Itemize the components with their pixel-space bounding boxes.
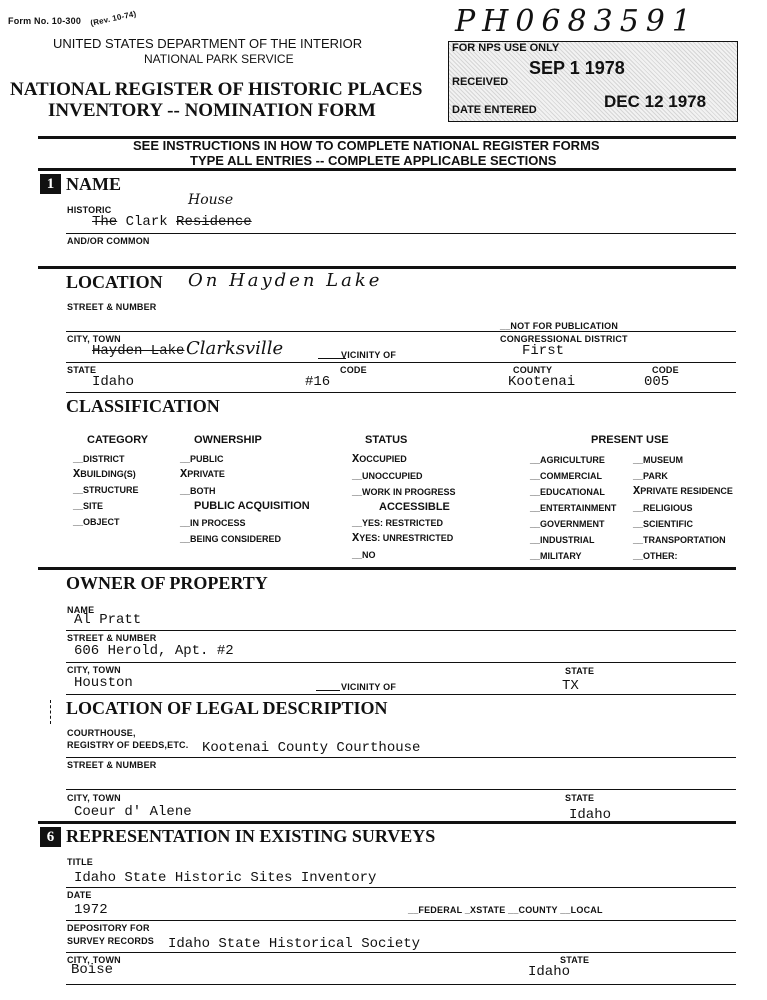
present-use-option[interactable]: __EDUCATIONAL — [530, 487, 605, 497]
owner-vicinity-label: VICINITY OF — [341, 682, 397, 692]
depository-value: Idaho State Historical Society — [168, 936, 421, 952]
present-use-option[interactable]: __GOVERNMENT — [530, 519, 605, 529]
courthouse-value: Kootenai County Courthouse — [202, 740, 421, 756]
owner-state-label: STATE — [565, 666, 595, 676]
form-title-line2: INVENTORY -- NOMINATION FORM — [48, 100, 376, 121]
owner-city-value: Houston — [74, 675, 133, 691]
present-use-option[interactable]: __INDUSTRIAL — [530, 535, 595, 545]
divider — [66, 789, 736, 790]
state-value: Idaho — [92, 374, 135, 390]
date-entered-label: DATE ENTERED — [452, 104, 537, 116]
accessible-option[interactable]: __NO — [352, 550, 376, 560]
survey-date-label: DATE — [67, 890, 92, 900]
department-name: UNITED STATES DEPARTMENT OF THE INTERIOR — [53, 36, 363, 51]
section-title-surveys: REPRESENTATION IN EXISTING SURVEYS — [66, 826, 436, 846]
check-mark: X — [633, 484, 641, 498]
survey-title-value: Idaho State Historic Sites Inventory — [74, 870, 377, 886]
category-option[interactable] — [73, 467, 136, 481]
divider — [66, 392, 736, 393]
not-for-publication-label: __NOT FOR PUBLICATION — [500, 321, 619, 331]
owner-name-label: NAME — [67, 605, 95, 615]
divider — [66, 887, 736, 888]
category-option[interactable]: __SITE — [73, 501, 104, 511]
handwritten-reference-number: PH0683591 — [455, 4, 698, 39]
owner-street-label: STREET & NUMBER — [67, 633, 157, 643]
common-name-label: AND/OR COMMON — [67, 236, 150, 246]
divider — [66, 331, 736, 332]
status-header: STATUS — [365, 434, 408, 446]
historic-label: HISTORIC — [67, 205, 112, 215]
present-use-option[interactable]: __COMMERCIAL — [530, 471, 603, 481]
present-use-option-label: PRIVATE RESIDENCE — [640, 486, 733, 496]
divider — [38, 168, 736, 171]
divider — [66, 694, 736, 695]
ownership-option[interactable] — [180, 467, 225, 481]
street-number-label: STREET & NUMBER — [67, 302, 157, 312]
present-use-header: PRESENT USE — [591, 434, 669, 446]
owner-name-value: Al Pratt — [74, 612, 142, 628]
status-option[interactable]: __UNOCCUPIED — [352, 471, 423, 481]
form-revision: (Rev. 10-74) — [89, 9, 138, 28]
survey-records-label: SURVEY RECORDS — [67, 936, 154, 946]
check-mark: X — [180, 467, 188, 481]
handwritten-city: Clarksville — [186, 338, 284, 359]
historic-name-value — [92, 214, 252, 230]
instructions-line2: TYPE ALL ENTRIES -- COMPLETE APPLICABLE SECTIONS — [190, 153, 557, 168]
status-option[interactable]: __WORK IN PROGRESS — [352, 487, 456, 497]
accessible-option[interactable] — [352, 531, 453, 545]
form-title-line1: NATIONAL REGISTER OF HISTORIC PLACES — [10, 79, 423, 100]
received-stamp: SEP 1 1978 — [529, 58, 625, 78]
legal-state-value: Idaho — [569, 807, 612, 823]
present-use-option[interactable]: __RELIGIOUS — [633, 503, 693, 513]
divider — [66, 362, 736, 363]
divider — [66, 662, 736, 663]
county-code-label: CODE — [652, 365, 679, 375]
code-label: CODE — [340, 365, 367, 375]
congressional-district-value: First — [522, 343, 565, 359]
present-use-option[interactable]: __PARK — [633, 471, 668, 481]
survey-city-label: CITY, TOWN — [67, 955, 121, 965]
survey-city-value: Boise — [71, 962, 114, 978]
survey-levels: __FEDERAL _XSTATE __COUNTY __LOCAL — [408, 905, 603, 915]
survey-state-value: Idaho — [528, 964, 571, 980]
section-title-owner: OWNER OF PROPERTY — [66, 573, 268, 593]
section-title-location: LOCATION — [66, 272, 163, 292]
divider — [66, 630, 736, 631]
state-label: STATE — [67, 365, 97, 375]
section-title-legal: LOCATION OF LEGAL DESCRIPTION — [66, 698, 388, 718]
date-entered-stamp: DEC 12 1978 — [604, 92, 707, 111]
section-title-classification: CLASSIFICATION — [66, 396, 220, 416]
ownership-header: OWNERSHIP — [194, 434, 262, 446]
divider — [38, 567, 736, 570]
city-town-label: CITY, TOWN — [67, 334, 121, 344]
owner-city-label: CITY, TOWN — [67, 665, 121, 675]
accessible-option[interactable]: __YES: RESTRICTED — [352, 518, 444, 528]
form-number: Form No. 10-300 — [8, 16, 82, 26]
county-label: COUNTY — [513, 365, 553, 375]
handwritten-house-note: House — [188, 192, 234, 208]
divider — [66, 757, 736, 758]
congressional-district-label: CONGRESSIONAL DISTRICT — [500, 334, 628, 344]
legal-city-value: Coeur d' Alene — [74, 804, 192, 820]
status-option[interactable] — [352, 452, 407, 466]
divider — [66, 920, 736, 921]
courthouse-label: COURTHOUSE, — [67, 728, 136, 738]
service-name: NATIONAL PARK SERVICE — [144, 52, 294, 66]
struck-city: Hayden Lake — [92, 343, 185, 359]
category-option-label: BUILDING(S) — [80, 469, 136, 479]
ownership-option-label: PRIVATE — [187, 469, 225, 479]
category-option[interactable]: __DISTRICT — [73, 454, 125, 464]
survey-title-label: TITLE — [67, 857, 93, 867]
divider — [66, 952, 736, 953]
survey-date-value: 1972 — [74, 902, 108, 918]
vicinity-line — [316, 690, 340, 691]
struck-text: Residence — [176, 214, 252, 230]
handwritten-location: On Hayden Lake — [188, 270, 383, 291]
struck-text: The — [92, 214, 118, 230]
historic-name-text: Clark — [125, 214, 168, 230]
section-number-badge: 6 — [40, 827, 61, 847]
registry-label: REGISTRY OF DEEDS,ETC. — [67, 740, 189, 750]
present-use-option[interactable]: __ENTERTAINMENT — [530, 503, 617, 513]
section-number-badge: 1 — [40, 174, 61, 194]
code-value: #16 — [305, 374, 331, 390]
public-acquisition-option[interactable]: __IN PROCESS — [180, 518, 246, 528]
category-option[interactable]: __STRUCTURE — [73, 485, 139, 495]
category-option[interactable]: __OBJECT — [73, 517, 120, 527]
survey-state-label: STATE — [560, 955, 590, 965]
public-acquisition-option[interactable]: __BEING CONSIDERED — [180, 534, 282, 544]
check-mark: X — [73, 467, 81, 481]
ownership-option[interactable]: __PUBLIC — [180, 454, 224, 464]
divider — [66, 233, 736, 234]
legal-street-label: STREET & NUMBER — [67, 760, 157, 770]
nps-use-only-label: FOR NPS USE ONLY — [452, 42, 560, 54]
present-use-option[interactable]: __TRANSPORTATION — [633, 535, 726, 545]
instructions-line1: SEE INSTRUCTIONS IN HOW TO COMPLETE NATIONAL REGISTER FORMS — [133, 138, 600, 153]
public-acquisition-header: PUBLIC ACQUISITION — [194, 500, 310, 512]
present-use-option[interactable]: __OTHER: — [633, 551, 678, 561]
ownership-option[interactable]: __BOTH — [180, 486, 216, 496]
owner-street-value: 606 Herold, Apt. #2 — [74, 643, 234, 659]
divider — [38, 266, 736, 269]
divider — [66, 984, 736, 985]
section-title-name: NAME — [66, 174, 121, 194]
vicinity-label: VICINITY OF — [341, 350, 397, 360]
present-use-option[interactable]: __MUSEUM — [633, 455, 684, 465]
accessible-option-label: YES: UNRESTRICTED — [359, 533, 454, 543]
check-mark: X — [352, 452, 360, 466]
divider — [38, 821, 736, 824]
present-use-option[interactable]: __AGRICULTURE — [530, 455, 605, 465]
legal-state-label: STATE — [565, 793, 595, 803]
depository-label: DEPOSITORY FOR — [67, 923, 150, 933]
legal-city-label: CITY, TOWN — [67, 793, 121, 803]
county-value: Kootenai — [508, 374, 576, 390]
owner-state-value: TX — [562, 678, 579, 694]
nps-use-only-box — [448, 41, 738, 122]
check-mark: X — [352, 531, 360, 545]
category-header: CATEGORY — [87, 434, 149, 446]
present-use-option[interactable] — [633, 484, 733, 498]
county-code-value: 005 — [644, 374, 670, 390]
present-use-option[interactable]: __SCIENTIFIC — [633, 519, 694, 529]
received-label: RECEIVED — [452, 76, 509, 88]
status-option-label: OCCUPIED — [359, 454, 407, 464]
margin-mark — [50, 700, 51, 724]
present-use-option[interactable]: __MILITARY — [530, 551, 582, 561]
accessible-header: ACCESSIBLE — [379, 501, 450, 513]
